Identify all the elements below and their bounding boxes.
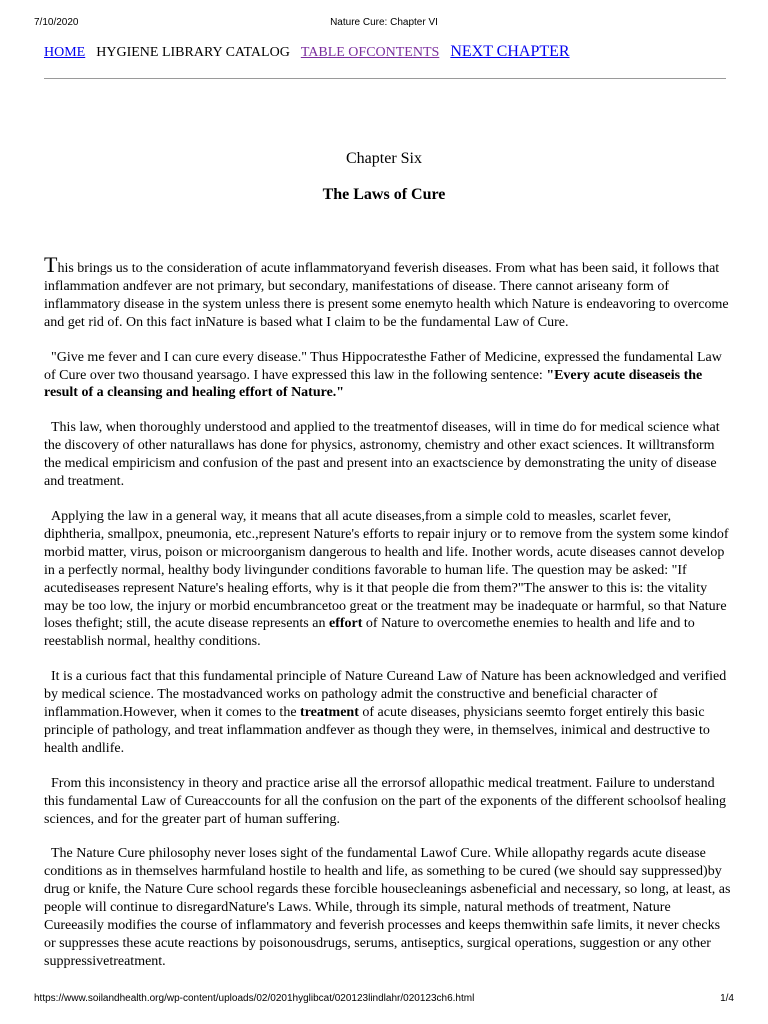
print-date: 7/10/2020 bbox=[34, 17, 79, 28]
chapter-title: The Laws of Cure bbox=[322, 186, 446, 203]
paragraph-4 bbox=[44, 508, 734, 651]
paragraph-1-text: his brings us to the consideration of acute inflammatoryand feverish diseases. From what has been said, it follows that inflammation andfever are not primary, but secondary, manifestations of disease. There cannot ariseany form of inflammatory disease in the system unless there is present some enemyto health which Nature is endeavoring to overcome and get rid of. On this fact inNature is based what I claim to be the fundamental Law of Cure. bbox=[44, 261, 729, 330]
paragraph-2-text: "Give me fever and I can cure every disease." Thus Hippocratesthe Father of Medicine, expressed the fundamental Law of Cure over two thousand yearsago. I have expressed this law in the following sentence: bbox=[44, 349, 722, 383]
print-footer bbox=[0, 993, 768, 1007]
print-header bbox=[0, 17, 768, 31]
print-url: https://www.soilandhealth.org/wp-content/uploads/02/0201hyglibcat/020123lindlahr/020123ch6.html bbox=[34, 993, 475, 1004]
table-of-contents-link[interactable]: TABLE OFCONTENTS bbox=[300, 45, 440, 60]
drop-cap: T bbox=[44, 252, 58, 277]
horizontal-rule bbox=[44, 78, 726, 79]
hygiene-library-catalog-label: HYGIENE LIBRARY CATALOG bbox=[96, 45, 290, 60]
paragraph-6 bbox=[44, 775, 734, 829]
paragraph-4-emphasis: effort bbox=[328, 616, 363, 632]
paragraph-4-tail: of Nature to overcomethe enemies to health and life and to reestablish normal, healthy conditions. bbox=[44, 616, 695, 650]
paragraph-2 bbox=[44, 349, 734, 403]
paragraph-5-text: It is a curious fact that this fundamental principle of Nature Cureand Law of Nature has been acknowledged and verified by medical science. The mostadvanced works on pathology admit the constructive and beneficial character of inflammation.However, when it comes to the bbox=[44, 669, 727, 721]
paragraph-5-emphasis: treatment bbox=[300, 705, 359, 721]
paragraph-4-text: Applying the law in a general way, it means that all acute diseases,from a simple cold to measles, scarlet fever, diphtheria, smallpox, pneumonia, etc.,represent Nature's efforts to repair injury or to remove from the system some kindof morbid matter, virus, poison or microorganism dangerous to health and life. Inother words, acute diseases cannot develop in a perfectly normal, healthy body livingunder conditions favorable to human life. The question may be asked: "If acutediseases represent Nature's healing efforts, why is it that people die from them?"The answer to this is: the vitality may be too low, the injury or morbid encumbrancetoo great or the treatment may be inadequate or harmful, so that Nature loses thefight; still, the acute disease represents an bbox=[44, 508, 729, 632]
print-page-number: 1/4 bbox=[720, 993, 734, 1004]
home-link[interactable]: HOME bbox=[44, 45, 86, 60]
paragraph-5 bbox=[44, 668, 734, 758]
paragraph-7 bbox=[44, 845, 734, 970]
paragraph-5-tail: of acute diseases, physicians seemto forget entirely this basic principle of pathology, and treat inflammation andfever as though they were, in themselves, inimical and destructive to health andlife. bbox=[44, 705, 710, 756]
paragraph-6-text: From this inconsistency in theory and practice arise all the errorsof allopathic medical treatment. Failure to understand this fundamental Law of Cureaccounts for all the confusion on the part of the exponents of the different schoolsof healing sciences, and for the greater part of human suffering. bbox=[44, 775, 727, 827]
chapter-label: Chapter Six bbox=[346, 150, 422, 167]
top-navigation bbox=[44, 43, 734, 65]
law-of-cure-statement: "Every acute diseaseis the result of a cleansing and healing effort of Nature." bbox=[44, 367, 703, 401]
next-chapter-link[interactable]: NEXT CHAPTER bbox=[450, 43, 570, 60]
paragraph-1 bbox=[44, 252, 734, 332]
paragraph-3-text: This law, when thoroughly understood and applied to the treatmentof diseases, will in time do for medical science what the discovery of other naturallaws has done for physics, astronomy, chemistry and other exact sciences. It willtransform the medical empiricism and confusion of the past and present into an exactscience by demonstrating the unity of disease and treatment. bbox=[44, 420, 720, 490]
paragraph-3 bbox=[44, 419, 734, 491]
chapter-body bbox=[44, 252, 734, 988]
print-page-title: Nature Cure: Chapter VI bbox=[330, 17, 438, 28]
paragraph-7-text: The Nature Cure philosophy never loses sight of the fundamental Lawof Cure. While allopathy regards acute disease conditions as in themselves harmfuland hostile to health and life, as something to be cured (we should say suppressed)by drug or knife, the Nature Cure school regards these forcible housecleanings asbeneficial and necessary, so long, at least, as people will continue to disregardNature's Laws. While, through its simple, natural methods of treatment, Nature Cureeasily modifies the course of inflammatory and feverish processes and keeps themwithin safe limits, it never checks or suppresses these acute reactions by poisonousdrugs, serums, antiseptics, surgical operations, suggestion or any other suppressivetreatment. bbox=[44, 846, 731, 969]
